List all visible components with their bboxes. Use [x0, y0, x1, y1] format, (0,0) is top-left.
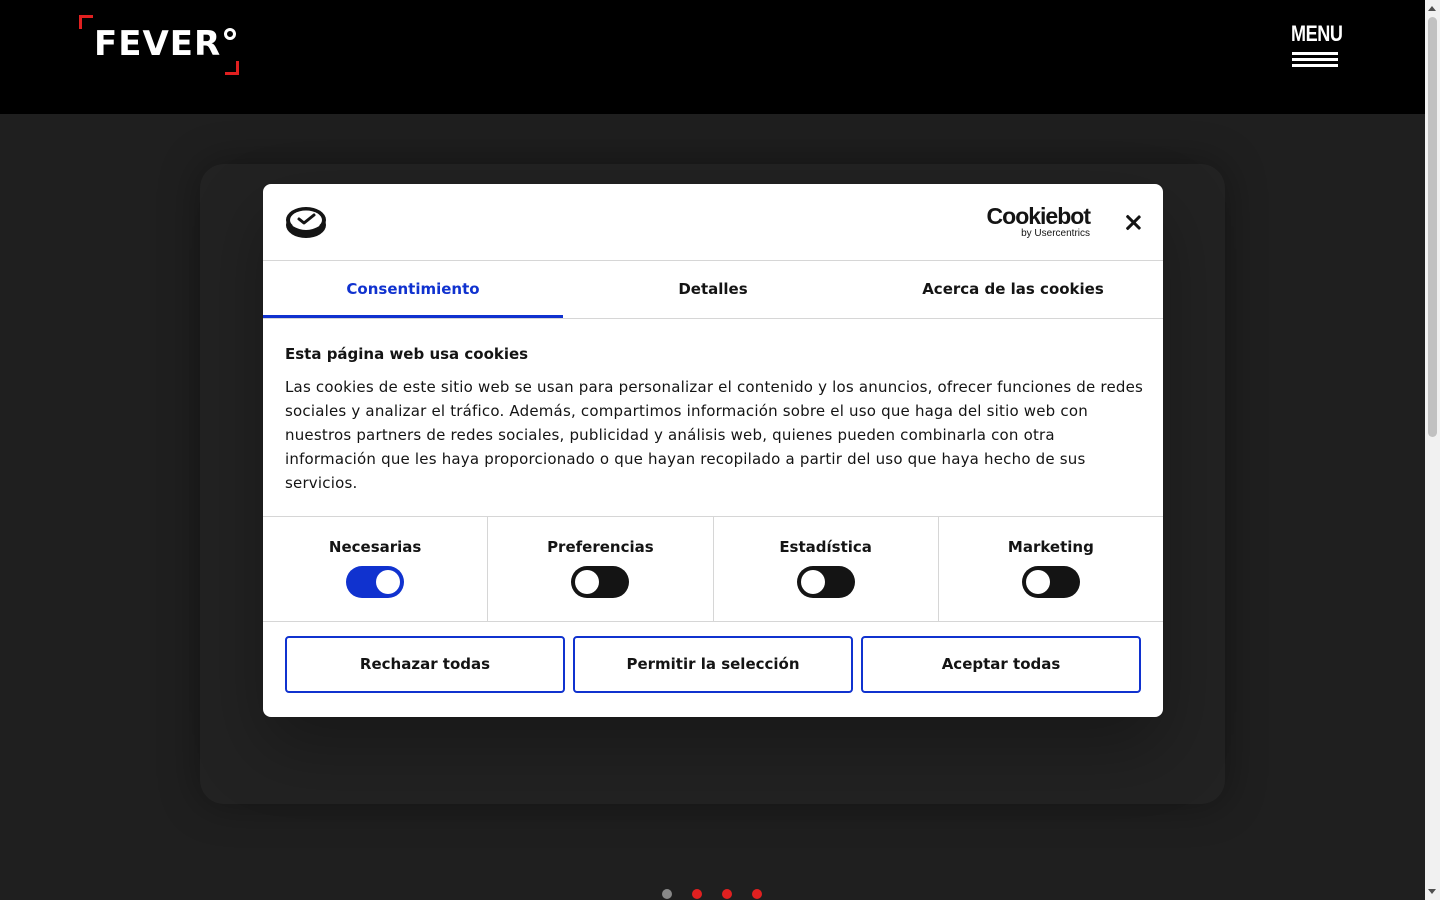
menu-line: [1292, 58, 1338, 61]
cookiebot-brand[interactable]: [986, 204, 1090, 239]
tab-acerca-de-las-cookies[interactable]: Acerca de las cookies: [922, 280, 1104, 298]
menu-lines-icon: [1292, 52, 1338, 55]
scroll-up-arrow-icon[interactable]: [1428, 6, 1436, 11]
category-label: Necesarias: [328, 538, 422, 556]
necesarias-toggle[interactable]: [346, 566, 404, 598]
carousel-dot[interactable]: [752, 889, 762, 899]
logo-degree-mark: [224, 28, 236, 40]
category-label: Preferencias: [547, 538, 654, 556]
allow-selection-button[interactable]: Permitir la selección: [573, 636, 853, 693]
category-label: Estadística: [779, 538, 872, 556]
cookie-consent-dialog: [263, 184, 1163, 717]
fever-logo[interactable]: [79, 15, 239, 75]
cookiebot-byline: by Usercentrics: [1021, 228, 1090, 239]
carousel-dot[interactable]: [662, 889, 672, 899]
cookiebot-name: Cookiebot: [986, 203, 1090, 229]
preferencias-toggle[interactable]: [571, 566, 629, 598]
dialog-tabs: [263, 261, 1163, 319]
scroll-thumb[interactable]: [1428, 17, 1437, 437]
carousel-dot[interactable]: [692, 889, 702, 899]
tab-consentimiento[interactable]: Consentimiento: [263, 261, 563, 318]
estadistica-toggle[interactable]: [797, 566, 855, 598]
dialog-actions: [285, 636, 1141, 693]
dialog-title: Esta página web usa cookies: [285, 345, 529, 363]
toggle-knob: [376, 570, 400, 594]
category-label: Marketing: [1007, 538, 1094, 556]
marketing-toggle[interactable]: [1022, 566, 1080, 598]
close-icon[interactable]: [1122, 212, 1144, 234]
logo-text: FEVER: [94, 24, 222, 64]
toggle-knob: [575, 570, 599, 594]
menu-line: [1292, 64, 1338, 67]
logo-bracket-bottom-right: [225, 61, 239, 75]
site-header: [0, 0, 1425, 114]
reject-all-button[interactable]: Rechazar todas: [285, 636, 565, 693]
page-scrollbar[interactable]: [1425, 0, 1440, 900]
toggle-knob: [801, 570, 825, 594]
dialog-description: Las cookies de este sitio web se usan para personalizar el contenido y los anuncios, ofrecer funciones de redes sociales y analizar el tráfico. Además, compartimos información sobre el uso que haga del sitio web con nuestros partners de redes sociales, publicidad y análisis web, quienes pueden combinarla con otra información que les haya proporcionado o que hayan recopilado a partir del uso que haya hecho de sus servicios.: [285, 378, 1144, 492]
carousel-dots: [662, 889, 762, 899]
logo-bracket-top-left: [79, 15, 93, 29]
accept-all-button[interactable]: Aceptar todas: [861, 636, 1141, 693]
consent-categories: [263, 516, 1163, 622]
dialog-body: [285, 344, 1145, 495]
category-marketing: [939, 517, 1163, 621]
cookiebot-logo-icon: [285, 205, 327, 239]
toggle-knob: [1026, 570, 1050, 594]
category-preferencias: [488, 517, 713, 621]
carousel-dot[interactable]: [722, 889, 732, 899]
menu-button[interactable]: [1291, 21, 1343, 68]
dialog-header: [263, 184, 1163, 261]
scroll-down-arrow-icon[interactable]: [1428, 889, 1436, 894]
menu-label: MENU: [1291, 21, 1343, 46]
category-necesarias: [263, 517, 488, 621]
tab-detalles[interactable]: Detalles: [678, 280, 748, 298]
category-estadistica: [714, 517, 939, 621]
